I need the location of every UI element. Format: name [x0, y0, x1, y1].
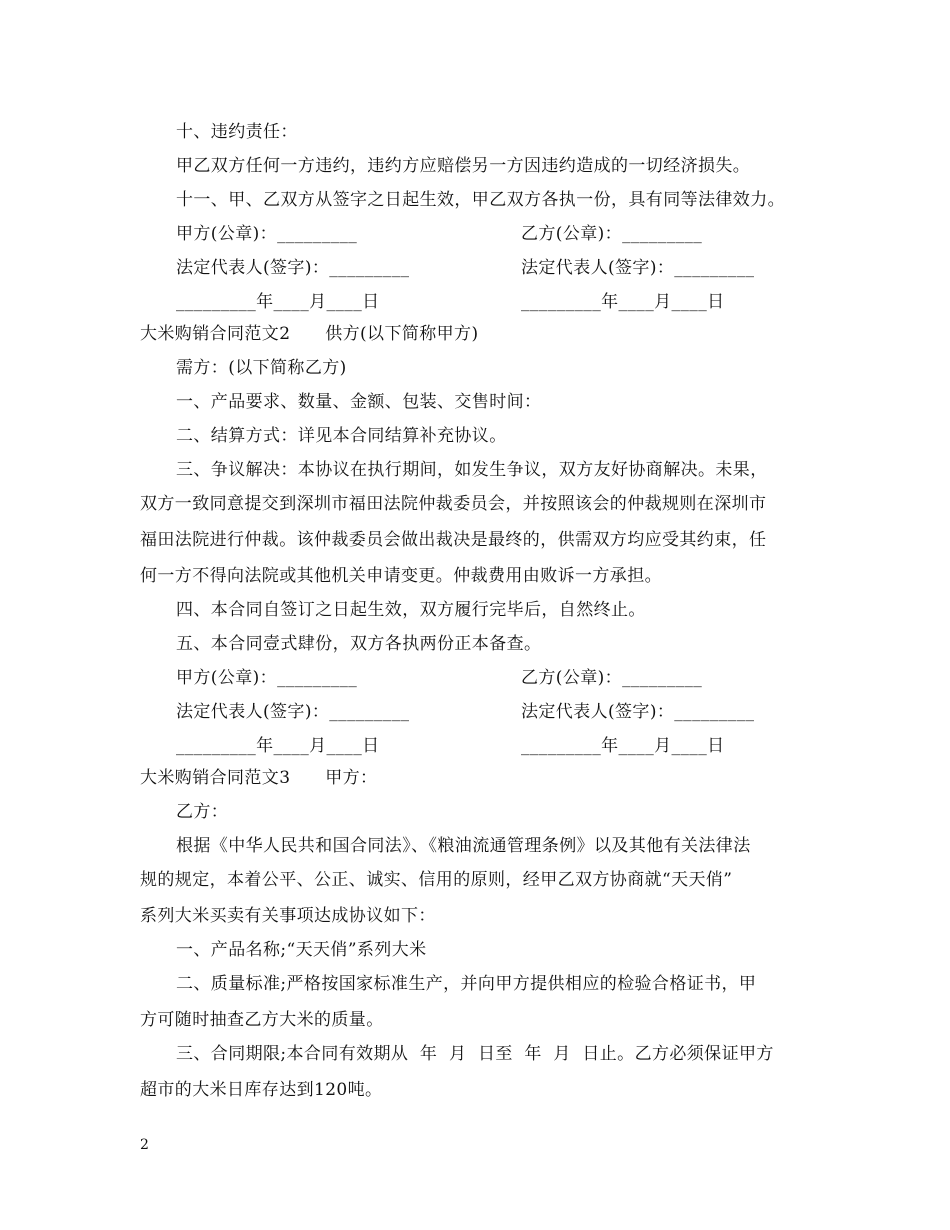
signature-line: 乙方(公章)：_________ [521, 224, 703, 244]
text-line: 根据《中华人民共和国合同法》、《粮油流通管理条例》以及其他有关法律法 [176, 836, 751, 856]
text-line: 甲乙双方任何一方违约，违约方应赔偿另一方因违约造成的一切经济损失。 [176, 156, 751, 176]
text-line: 三、争议解决：本协议在执行期间，如发生争议，双方友好协商解决。未果， [176, 460, 768, 480]
text-line: 方可随时抽查乙方大米的质量。 [140, 1010, 384, 1030]
text-line: 何一方不得向法院或其他机关申请变更。仲裁费用由败诉一方承担。 [140, 566, 662, 586]
text-line: 十一、甲、乙双方从签字之日起生效，甲乙双方各执一份，具有同等法律效力。 [176, 190, 785, 210]
text-line: 二、质量标准;严格按国家标准生产，并向甲方提供相应的检验合格证书，甲 [176, 974, 757, 994]
signature-line: 甲方(公章)：_________ [176, 668, 358, 688]
text-line: 一、产品名称;“天天俏”系列大米 [176, 940, 427, 960]
text-line: 乙方： [176, 802, 229, 822]
text-line: 四、本合同自签订之日起生效，双方履行完毕后，自然终止。 [176, 600, 646, 620]
text-line: 系列大米买卖有关事项达成协议如下： [140, 906, 436, 926]
date-line: _________年____月____日 [521, 292, 725, 312]
signature-line: 乙方(公章)：_________ [521, 668, 703, 688]
signature-line: 法定代表人(签字)：_________ [521, 702, 755, 722]
text-line: 十、违约责任： [176, 122, 298, 142]
date-line: _________年____月____日 [521, 736, 725, 756]
page-number: 2 [140, 1137, 149, 1153]
section-heading: 大米购销合同范文2 供方(以下简称甲方) [140, 324, 479, 344]
text-line: 二、结算方式：详见本合同结算补充协议。 [176, 426, 507, 446]
text-line: 福田法院进行仲裁。该仲裁委员会做出裁决是最终的，供需双方均应受其约束，任 [140, 530, 767, 550]
date-line: _________年____月____日 [176, 292, 380, 312]
date-line: _________年____月____日 [176, 736, 380, 756]
signature-line: 法定代表人(签字)：_________ [176, 702, 410, 722]
text-line: 五、本合同壹式肆份，双方各执两份正本备查。 [176, 634, 542, 654]
text-line: 需方：(以下简称乙方) [176, 358, 347, 378]
text-line: 一、产品要求、数量、金额、包装、交售时间： [176, 392, 542, 412]
text-line: 双方一致同意提交到深圳市福田法院仲裁委员会，并按照该会的仲裁规则在深圳市 [140, 494, 767, 514]
text-line: 规的规定，本着公平、公正、诚实、信用的原则，经甲乙双方协商就“天天俏” [140, 870, 733, 890]
text-line: 三、合同期限;本合同有效期从 年 月 日至 年 月 日止。乙方必须保证甲方 [176, 1044, 774, 1064]
signature-line: 法定代表人(签字)：_________ [176, 258, 410, 278]
signature-line: 甲方(公章)：_________ [176, 224, 358, 244]
text-line: 超市的大米日库存达到120吨。 [140, 1080, 383, 1100]
signature-line: 法定代表人(签字)：_________ [521, 258, 755, 278]
section-heading: 大米购销合同范文3 甲方： [140, 768, 378, 788]
